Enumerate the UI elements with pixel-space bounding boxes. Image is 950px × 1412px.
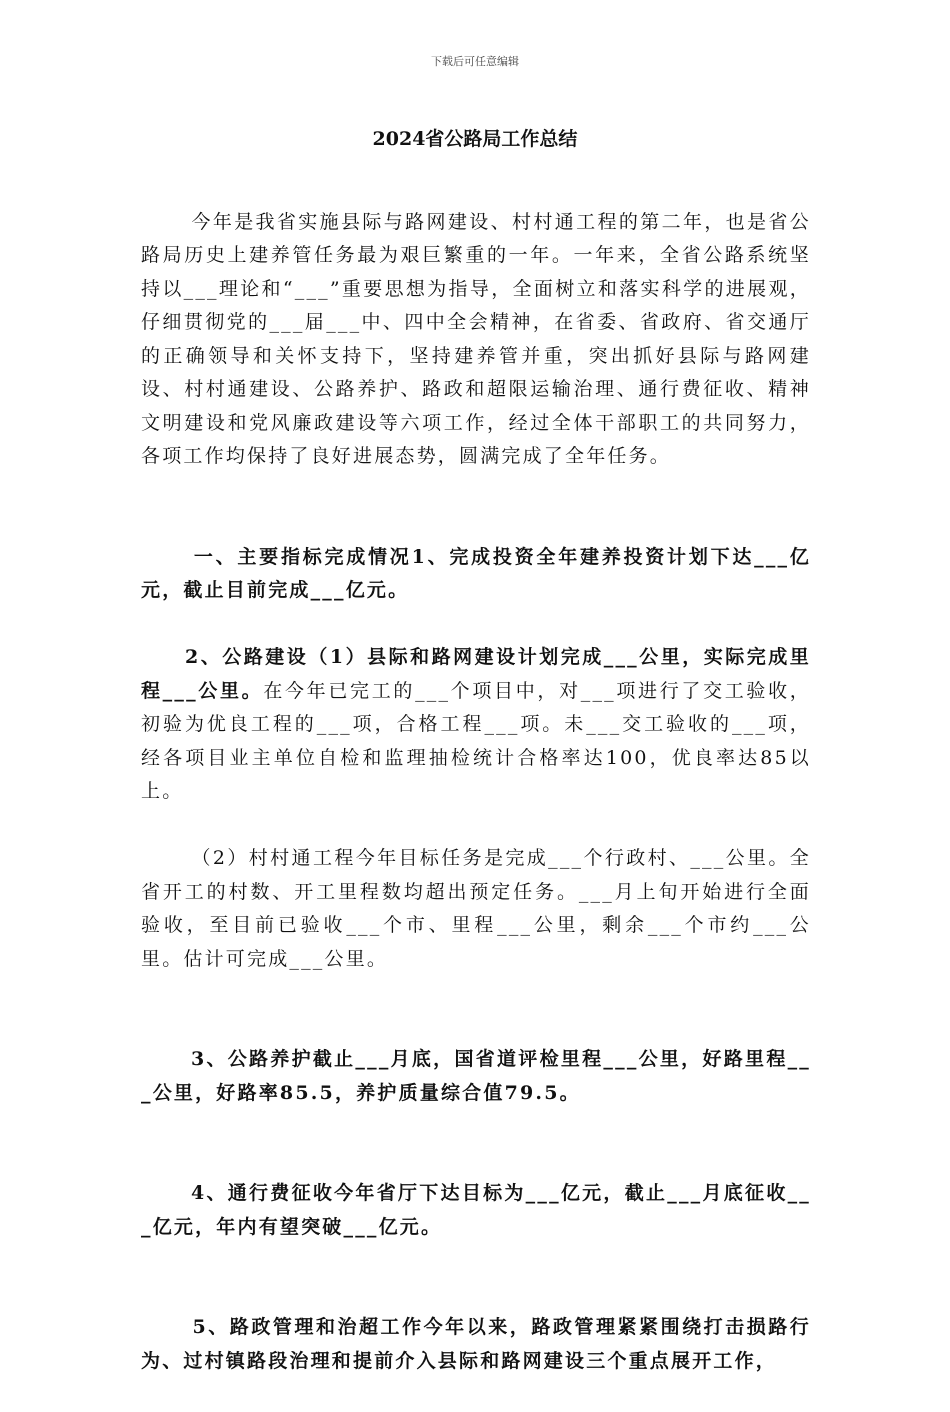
paragraph-section-4 [141, 1144, 811, 1278]
section-heading-text: 3、公路养护截止___月底，国省道评检里程___公里，好路里程___公里，好路率85.5，养护质量综合值79.5。 [141, 1048, 811, 1104]
paragraph-section-2-2 [141, 809, 811, 1010]
paragraph-text: 在今年已完工的___个项目中，对___项进行了交工验收，初验为优良工程的___项，合格工程___项。未___交工验收的___项，经各项目业主单位自检和监理抽检统计合格率达100，优良率达85以上。 [141, 679, 811, 802]
document-title: 2024省公路局工作总结 [372, 128, 578, 150]
section-heading-text: 4、通行费征收今年省厅下达目标为___亿元，截止___月底征收___亿元，年内有望突破___亿元。 [141, 1182, 811, 1238]
paragraph-intro [141, 172, 811, 507]
section-heading-text: 2、公路建设（1）县际和路网建设计划完成___公里，实际完成里程___公里。 [141, 646, 811, 702]
paragraph-section-5 [141, 1278, 811, 1412]
paragraph-text: （2）村村通工程今年目标任务是完成___个行政村、___公里。全省开工的村数、开工里程数均超出预定任务。___月上旬开始进行全面验收，至目前已验收___个市、里程___公里，剩余___个市约___公里。估计可完成___公里。 [141, 847, 811, 970]
header-note: 下载后可任意编辑 [431, 55, 519, 68]
section-heading-text: 5、路政管理和治超工作今年以来，路政管理紧紧围绕打击损路行为、过村镇路段治理和提前介入县际和路网建设三个重点展开工作， [141, 1316, 812, 1372]
paragraph-section-2 [141, 641, 811, 809]
paragraph-text: 今年是我省实施县际与路网建设、村村通工程的第二年，也是省公路局历史上建养管任务最为艰巨繁重的一年。一年来，全省公路系统坚持以___理论和“___”重要思想为指导，全面树立和落实科学的进展观，仔细贯彻党的___届___中、四中全会精神，在省委、省政府、省交通厅的正确领导和关怀支持下，坚持建养管并重，突出抓好县际与路网建设、村村通建设、公路养护、路政和超限运输治理、通行费征收、精神文明建设和党风廉政建设等六项工作，经过全体干部职工的共同努力，各项工作均保持了良好进展态势，圆满完成了全年任务。 [141, 210, 811, 467]
paragraph-section-3 [141, 1010, 811, 1144]
document-body [141, 172, 811, 1412]
paragraph-section-1 [141, 507, 811, 641]
section-heading-text: 一、主要指标完成情况1、完成投资全年建养投资计划下达___亿元，截止目前完成___亿元。 [141, 545, 812, 601]
